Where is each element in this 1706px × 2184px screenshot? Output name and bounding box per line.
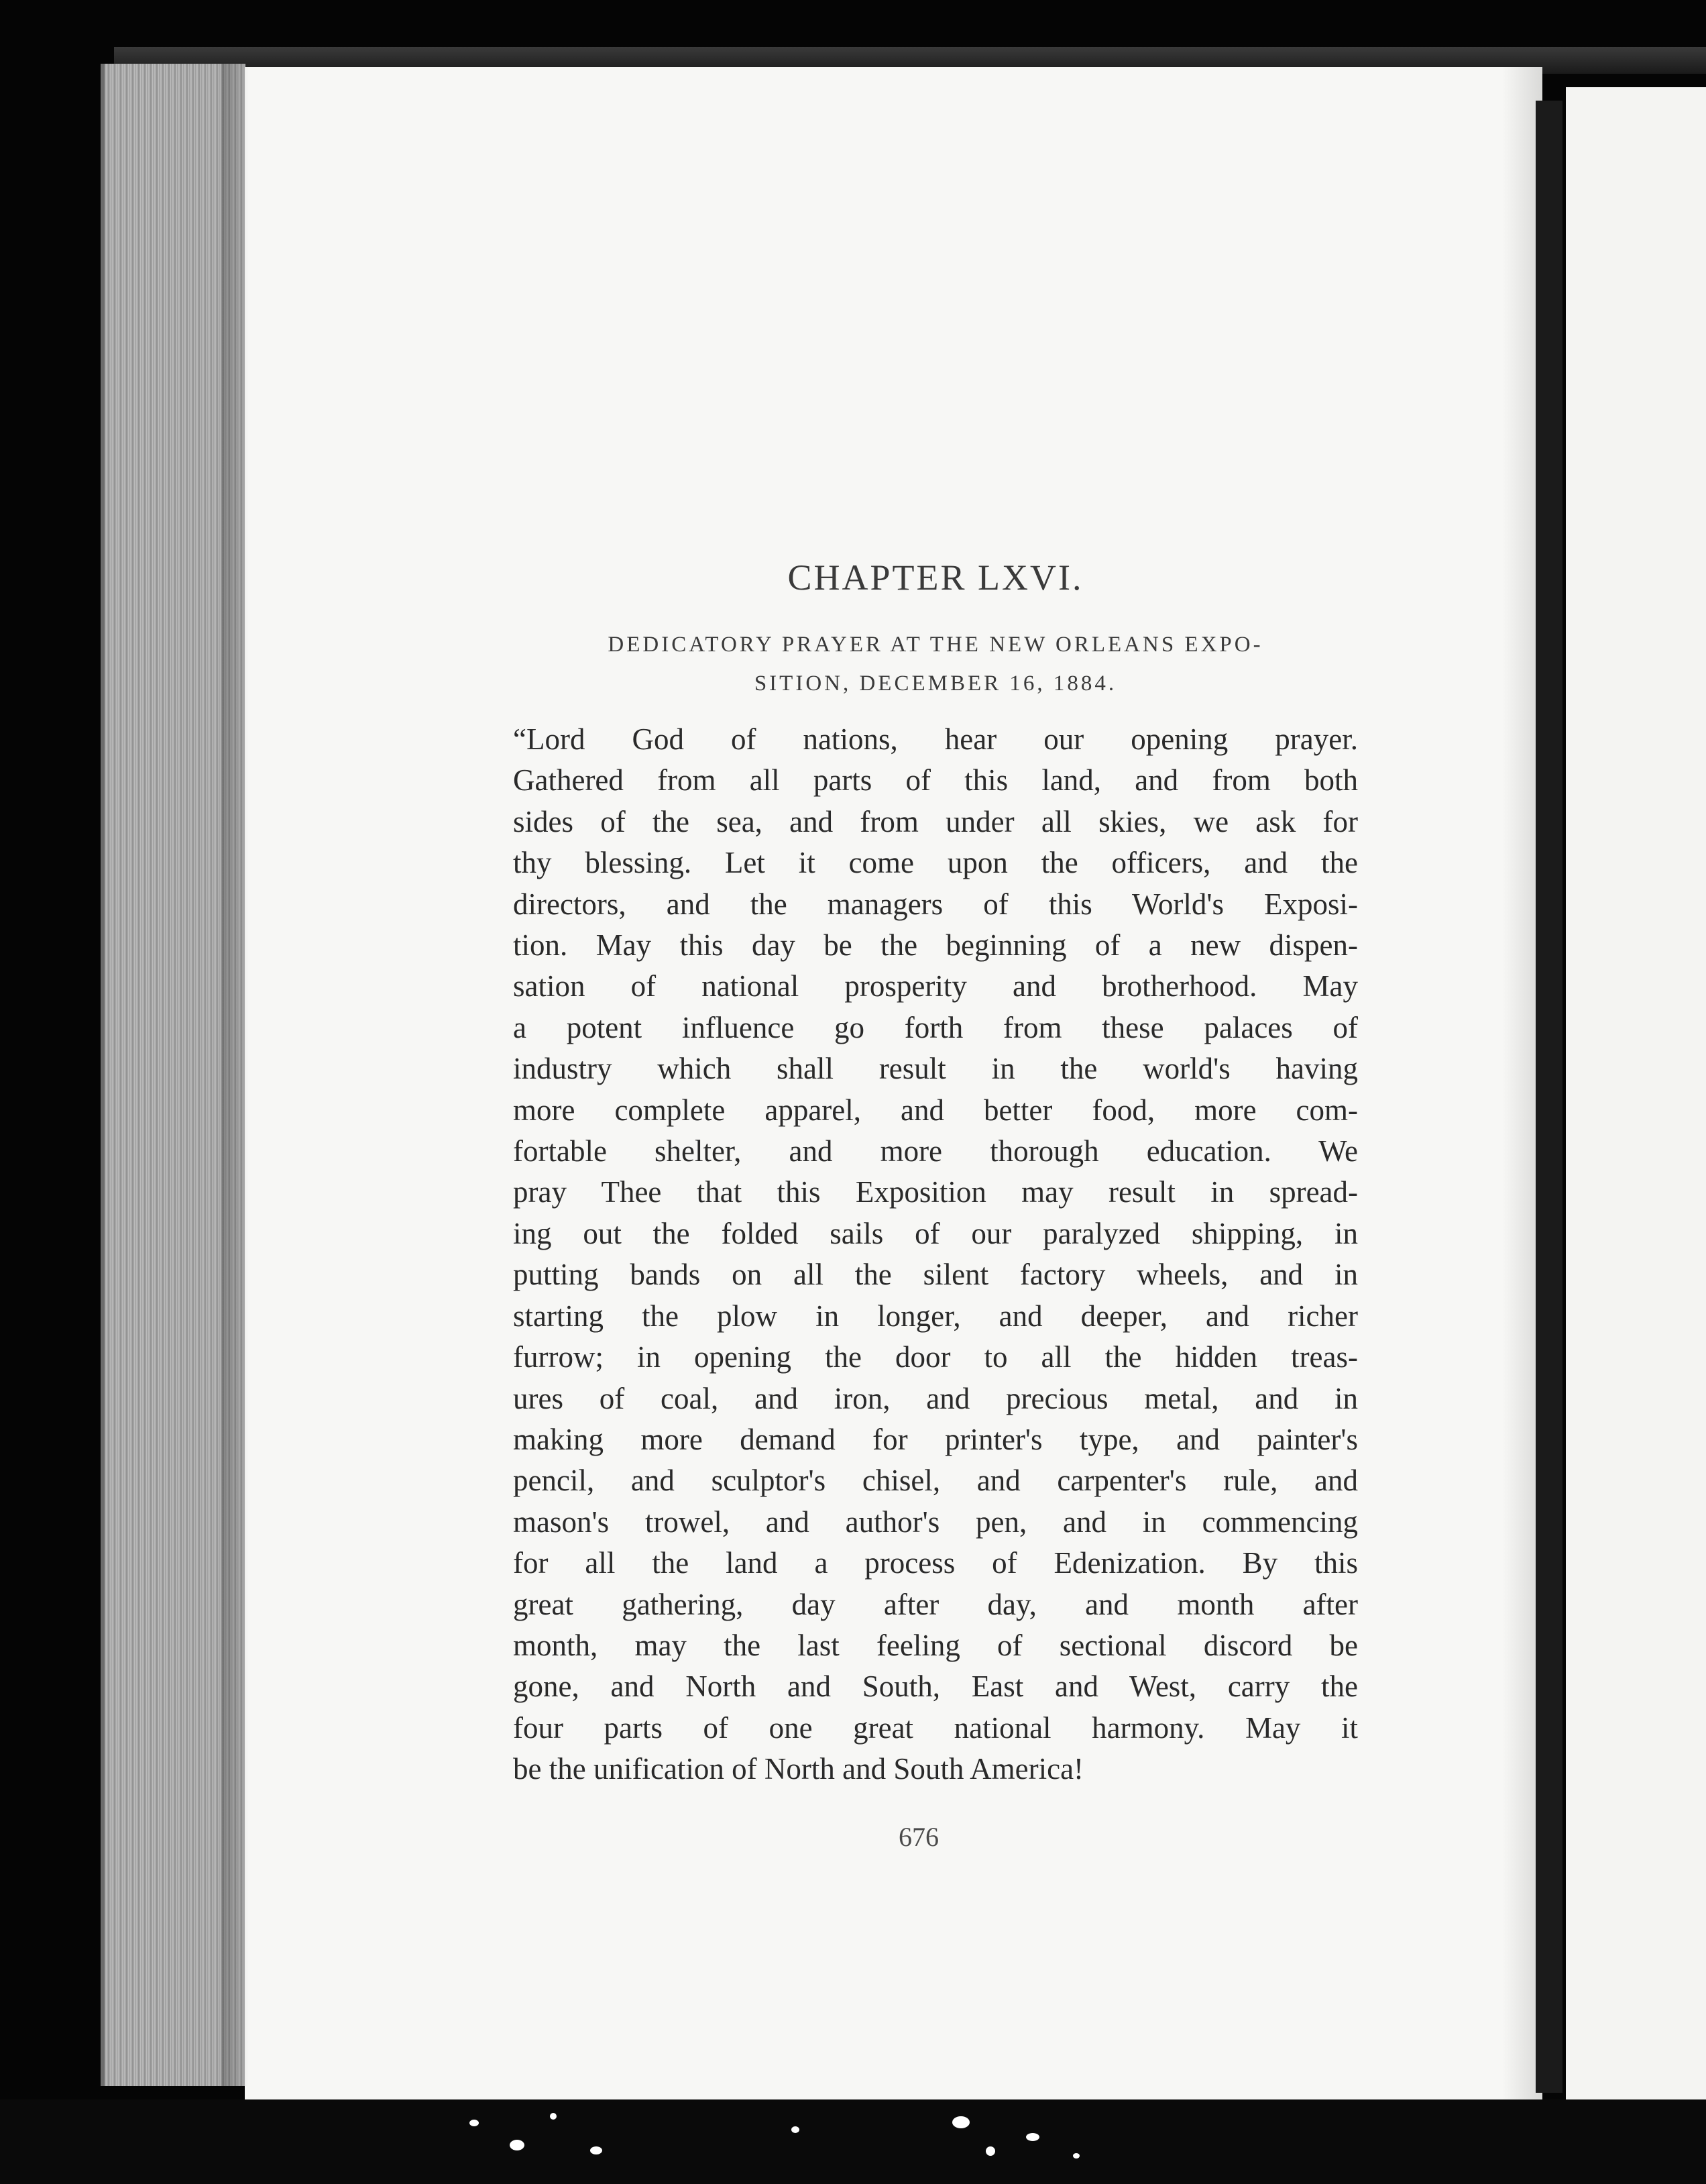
section-heading-line-1: DEDICATORY PRAYER AT THE NEW ORLEANS EXPO- <box>608 633 1263 657</box>
section-heading <box>513 625 1358 703</box>
dust-speck <box>952 2116 970 2128</box>
body-line: sation of national prosperity and brotherhood. May <box>513 969 1358 1003</box>
body-line: starting the plow in longer, and deeper, and richer <box>513 1299 1358 1333</box>
body-line: ures of coal, and iron, and precious metal, and in <box>513 1381 1358 1415</box>
gutter-line <box>1536 101 1562 2093</box>
body-line: thy blessing. Let it come upon the officers, and the <box>513 846 1358 880</box>
body-line: pray Thee that this Exposition may result in spread- <box>513 1175 1358 1209</box>
dust-speck <box>1073 2153 1080 2159</box>
body-line: be the unification of North and South America! <box>513 1752 1084 1786</box>
body-line: fortable shelter, and more thorough education. We <box>513 1134 1358 1168</box>
body-line: gone, and North and South, East and West, carry the <box>513 1670 1358 1704</box>
body-line: a potent influence go forth from these palaces of <box>513 1010 1358 1044</box>
dust-speck <box>590 2146 602 2154</box>
section-heading-line-2: SITION, DECEMBER 16, 1884. <box>754 671 1117 696</box>
page-text-block <box>513 557 1358 1790</box>
dust-speck <box>550 2113 557 2120</box>
body-line: month, may the last feeling of sectional discord be <box>513 1628 1358 1662</box>
bottom-scan-band <box>0 2099 1706 2184</box>
body-line: ing out the folded sails of our paralyzed shipping, in <box>513 1216 1358 1250</box>
body-text <box>513 719 1358 1790</box>
body-line: great gathering, day after day, and month after <box>513 1587 1358 1621</box>
body-line: four parts of one great national harmony. May it <box>513 1710 1358 1745</box>
page-number: 676 <box>899 1822 939 1852</box>
page-edge-shadow <box>221 64 248 2086</box>
dust-speck <box>791 2126 799 2133</box>
body-line: putting bands on all the silent factory wheels, and in <box>513 1258 1358 1292</box>
dust-speck <box>1026 2133 1039 2141</box>
chapter-title: CHAPTER LXVI. <box>787 557 1084 598</box>
body-line: sides of the sea, and from under all skies, we ask for <box>513 804 1358 838</box>
body-line: mason's trowel, and author's pen, and in commencing <box>513 1505 1358 1539</box>
body-line: tion. May this day be the beginning of a new dispen- <box>513 928 1358 963</box>
body-line: for all the land a process of Edenization. By this <box>513 1546 1358 1580</box>
body-line: pencil, and sculptor's chisel, and carpenter's rule, and <box>513 1464 1358 1498</box>
body-line: directors, and the managers of this World's Exposi- <box>513 887 1358 921</box>
dust-speck <box>469 2120 479 2126</box>
body-line: “Lord God of nations, hear our opening prayer. <box>513 722 1358 756</box>
body-line: making more demand for printer's type, and painter's <box>513 1422 1358 1456</box>
dust-speck <box>510 2140 524 2150</box>
dust-speck <box>986 2146 995 2156</box>
body-line: industry which shall result in the world's having <box>513 1052 1358 1086</box>
body-line: furrow; in opening the door to all the hidden treas- <box>513 1340 1358 1374</box>
body-line: more complete apparel, and better food, more com- <box>513 1093 1358 1127</box>
facing-page <box>1566 87 1706 2099</box>
body-line: Gathered from all parts of this land, and from both <box>513 763 1358 798</box>
